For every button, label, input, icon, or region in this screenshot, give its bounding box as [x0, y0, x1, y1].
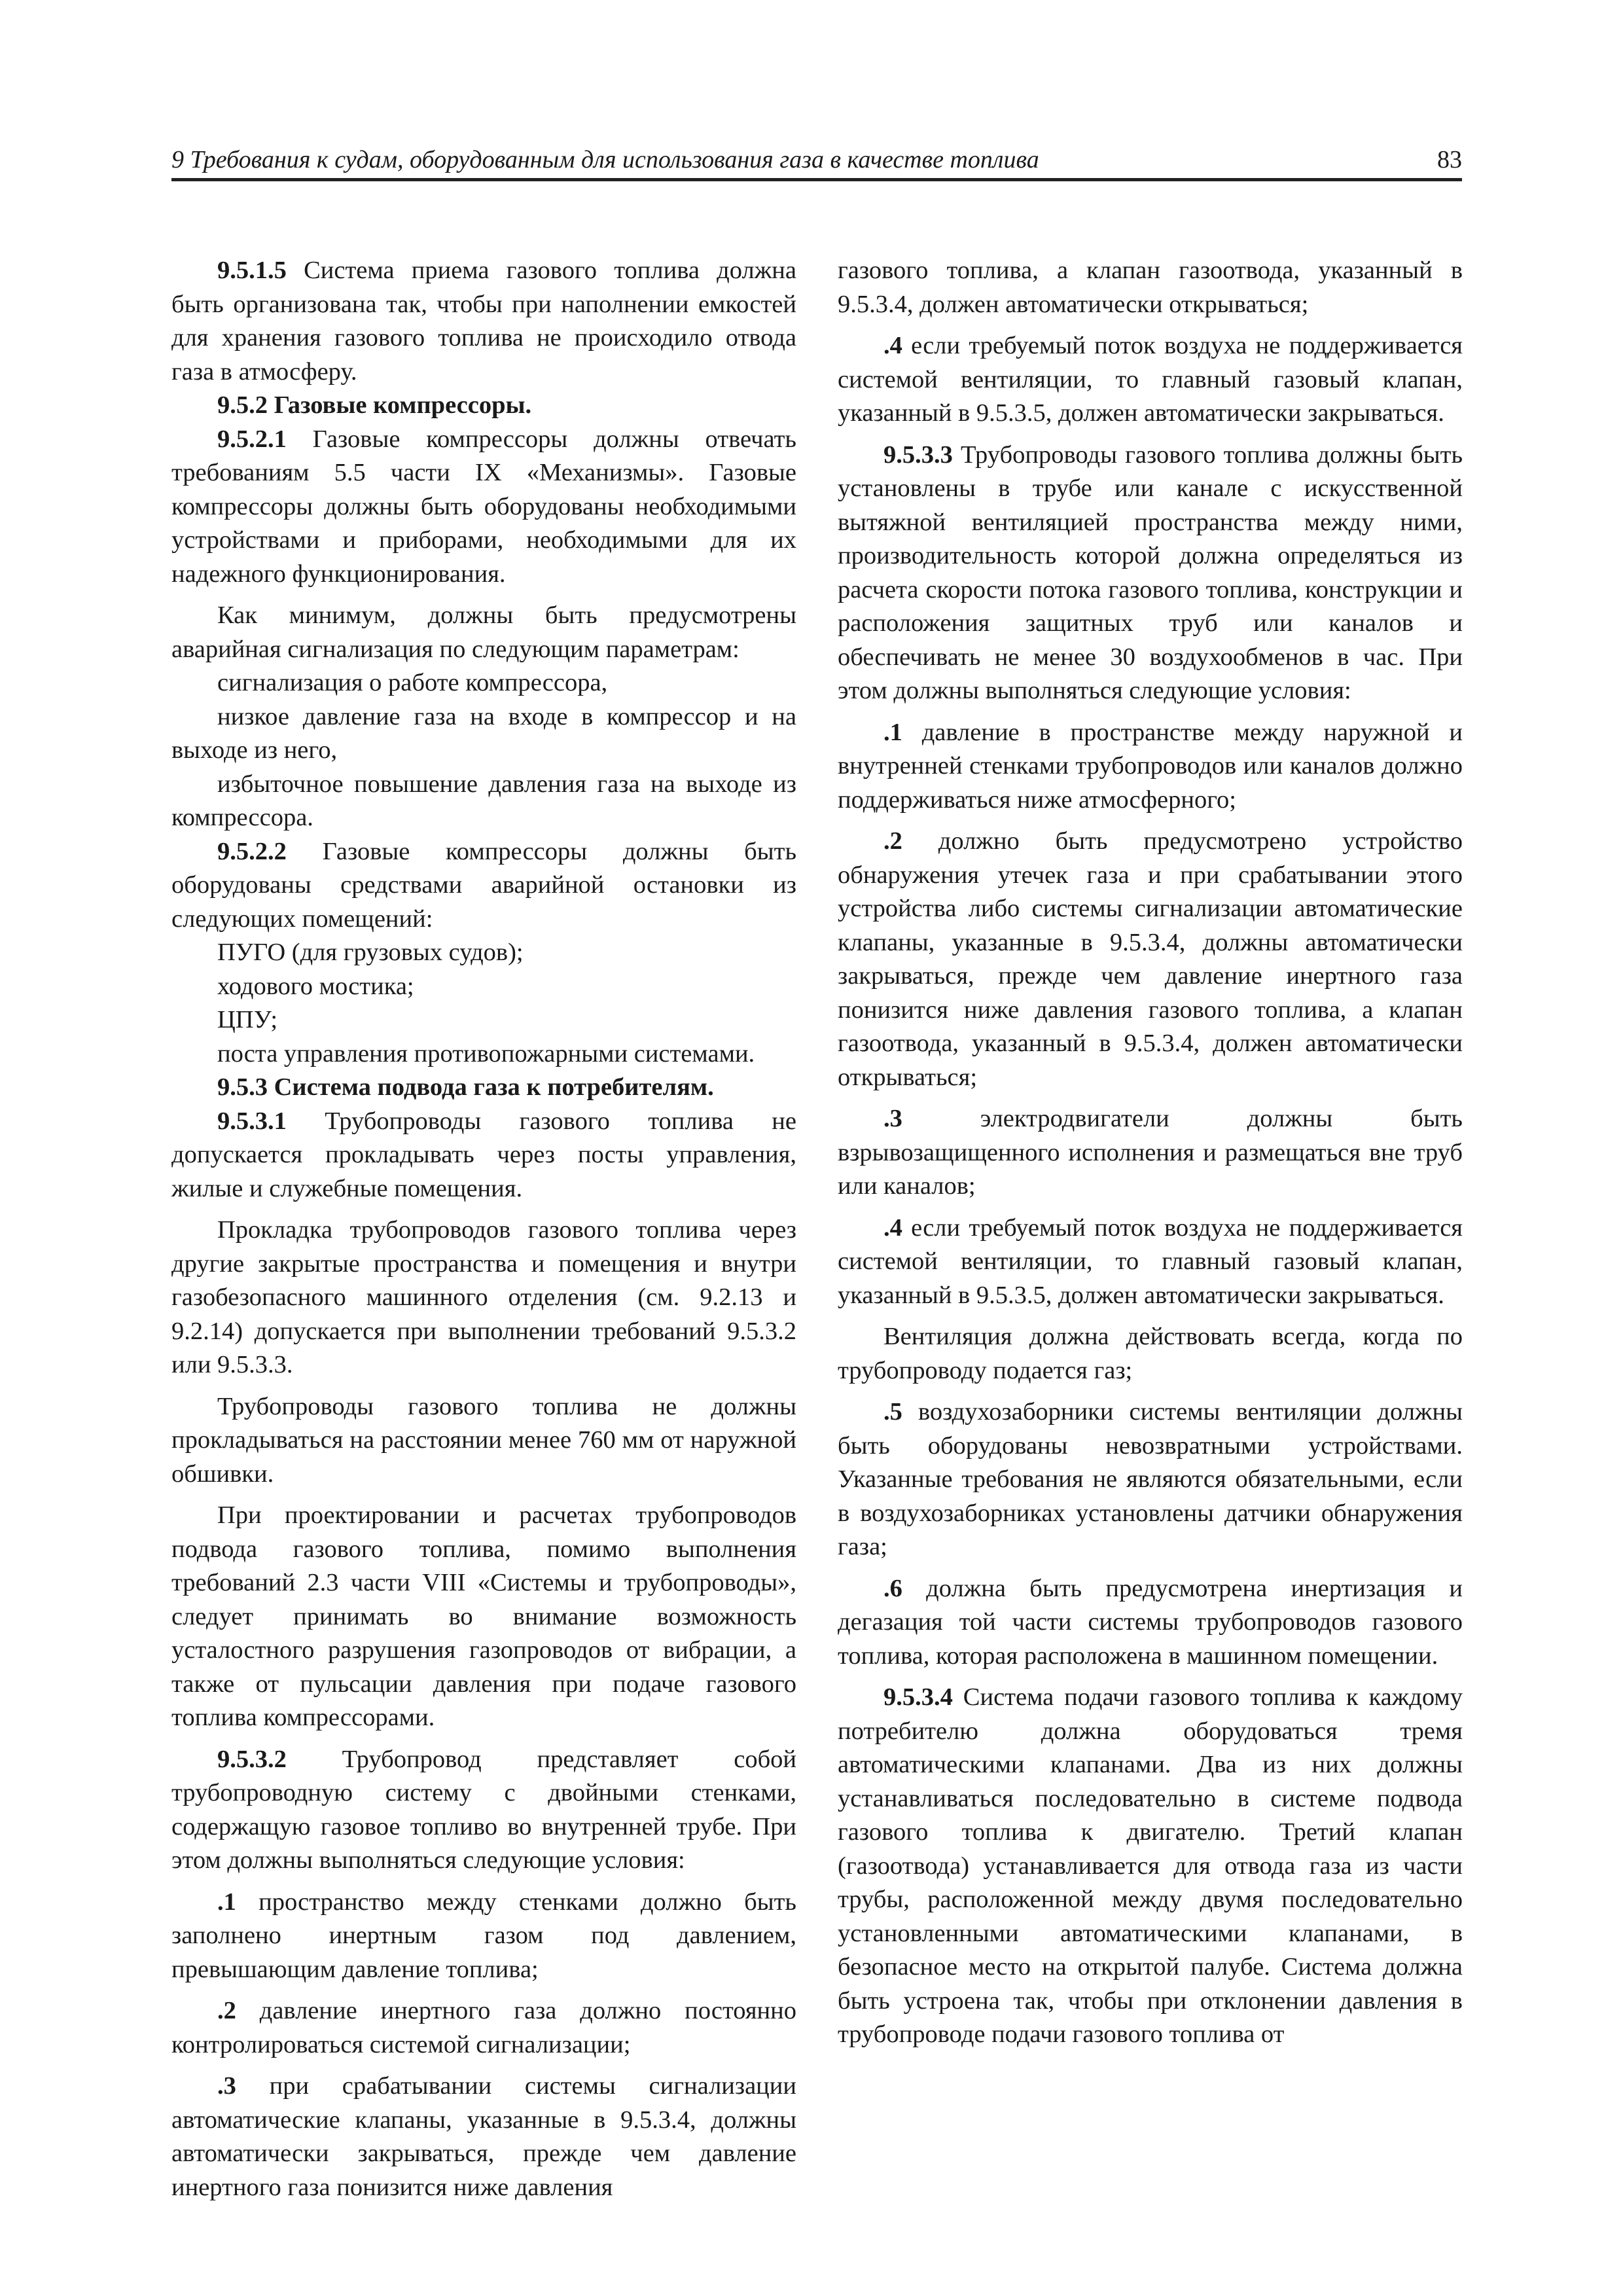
item-text: воздухозаборники системы вентиляции должны быть оборудованы невозвратными устройствами. Указанные требования не являются обязательными, если в воздухозаборниках установлены датчики обнаружения газа; — [838, 1398, 1463, 1560]
paragraph: Вентиляция должна действовать всегда, когда по трубопроводу подается газ; — [838, 1323, 1463, 1384]
paragraph: Прокладка трубопроводов газового топлива через другие закрытые пространства и помещения и внутри газобезопасного машинного отделения (см. 9.2.13 и 9.2.14) допускается при выполнении требований 9.5.3.2 или 9.5.3.3. — [171, 1216, 796, 1378]
list-line: ЦПУ; — [217, 1006, 278, 1033]
item-number: .5 — [883, 1398, 902, 1426]
clause-number: 9.5.2.2 — [217, 837, 287, 865]
item-text: давление инертного газа должно постоянно контролироваться системой сигнализации; — [171, 1997, 796, 2058]
clause-number: 9.5.2.1 — [217, 425, 287, 453]
paragraph — [171, 423, 796, 592]
list-line: ходового мостика; — [217, 972, 414, 1000]
item-text: должна быть предусмотрена инертизация и дегазация той части системы трубопроводов газового топлива, которая расположена в машинном помещении. — [838, 1574, 1463, 1670]
left-column — [171, 254, 796, 2204]
paragraph-text: Система подачи газового топлива к каждому потребителю должна оборудоваться тремя автоматическими клапанами. Два из них должны устанавливаться последовательно в системе подвода газового топлива к двигателю. Третий клапан (газоотвода) устанавливается для отвода газа из части трубы, расположенной между двумя последовательно установленными автоматическими клапанами, в безопасное место на открытой палубе. Система должна быть устроена так, чтобы при отклонении давления в трубопроводе подачи газового топлива от — [838, 1683, 1463, 2048]
section-heading: 9.5.3 Система подвода газа к потребителям. — [217, 1073, 714, 1101]
page-number: 83 — [1437, 146, 1462, 173]
item-number: .4 — [883, 1213, 902, 1242]
list-item — [838, 1395, 1463, 1564]
item-number: .1 — [217, 1888, 236, 1916]
item-text: электродвигатели должны быть взрывозащищенного исполнения и размещаться вне труб или каналов; — [838, 1105, 1463, 1200]
item-number: .6 — [883, 1574, 902, 1602]
right-column — [838, 254, 1463, 2052]
paragraph-continuation: газового топлива, а клапан газоотвода, указанный в 9.5.3.4, должен автоматически открываться; — [838, 257, 1463, 318]
paragraph — [838, 1681, 1463, 2052]
list-item — [171, 2070, 796, 2204]
item-number: .2 — [883, 827, 902, 855]
paragraph — [171, 835, 796, 937]
paragraph-text: Газовые компрессоры должны отвечать требованиям 5.5 части IX «Механизмы». Газовые компрессоры должны быть оборудованы необходимыми устройствами и приборами, необходимыми для их надежного функционирования. — [171, 425, 796, 588]
item-number: .3 — [217, 2072, 236, 2100]
item-text: пространство между стенками должно быть заполнено инертным газом под давлением, превышающим давление топлива; — [171, 1888, 796, 1983]
paragraph: Как минимум, должны быть предусмотрены аварийная сигнализация по следующим параметрам: — [171, 601, 796, 663]
item-number: .4 — [883, 332, 902, 359]
clause-number: 9.5.3.1 — [217, 1107, 287, 1135]
list-item — [171, 1994, 796, 2062]
running-header — [171, 145, 1462, 181]
paragraph-text: Газовые компрессоры должны быть оборудованы средствами аварийной остановки из следующих помещений: — [171, 837, 797, 933]
item-text: если требуемый поток воздуха не поддерживается системой вентиляции, то главный газовый клапан, указанный в 9.5.3.5, должен автоматически закрываться. — [838, 332, 1463, 427]
list-item — [838, 716, 1463, 817]
paragraph-text: Трубопровод представляет собой трубопроводную систему с двойными стенками, содержащую газовое топливо во внутренней трубе. При этом должны выполняться следующие условия: — [171, 1745, 797, 1874]
list-item — [838, 1572, 1463, 1674]
paragraph-text: Трубопроводы газового топлива должны быть установлены в трубе или канале с искусственной вытяжной вентиляцией пространства между ними, производительность которой должна определяться из расчета скорости потока газового топлива, конструкции и расположения защитных труб или каналов и обеспечивать не менее 30 воздухообменов в час. При этом должны выполняться следующие условия: — [838, 440, 1463, 704]
item-number: .3 — [883, 1105, 902, 1132]
clause-number: 9.5.3.4 — [883, 1683, 953, 1711]
list-item — [838, 1211, 1463, 1313]
list-line: поста управления противопожарными системами. — [217, 1039, 755, 1067]
running-header-title: 9 Требования к судам, оборудованным для использования газа в качестве топлива — [171, 146, 1039, 173]
paragraph-text: Трубопроводы газового топлива не допускается прокладывать через посты управления, жилые и служебные помещения. — [171, 1107, 797, 1202]
list-line: избыточное повышение давления газа на выходе из компрессора. — [171, 770, 796, 831]
item-number: .2 — [217, 1997, 236, 2024]
paragraph: Трубопроводы газового топлива не должны прокладываться на расстоянии менее 760 мм от наружной обшивки. — [171, 1392, 796, 1488]
item-number: .1 — [883, 718, 902, 746]
item-text: должно быть предусмотрено устройство обнаружения утечек газа и при срабатывании этого устройства либо системы сигнализации автоматические клапаны, указанные в 9.5.3.4, должны автоматически закрываться, прежде чем давление инертного газа понизится ниже давления газового топлива, а клапан газоотвода, указанный в 9.5.3.4, должен автоматически открываться; — [838, 827, 1463, 1091]
list-line: ПУГО (для грузовых судов); — [217, 939, 524, 966]
paragraph-text: Система приема газового топлива должна быть организована так, чтобы при наполнении емкостей для хранения газового топлива не происходило отвода газа в атмосферу. — [171, 257, 796, 386]
list-line: низкое давление газа на входе в компрессор и на выходе из него, — [171, 702, 796, 764]
item-text: если требуемый поток воздуха не поддерживается системой вентиляции, то главный газовый клапан, указанный в 9.5.3.5, должен автоматически закрываться. — [838, 1213, 1463, 1309]
paragraph — [171, 1743, 796, 1878]
paragraph — [171, 1105, 796, 1206]
paragraph — [171, 254, 796, 389]
list-item — [838, 825, 1463, 1094]
list-line: сигнализация о работе компрессора, — [217, 669, 608, 696]
section-heading: 9.5.2 Газовые компрессоры. — [217, 391, 532, 419]
list-item — [838, 1102, 1463, 1204]
item-text: давление в пространстве между наружной и внутренней стенками трубопроводов или каналов должно поддерживаться ниже атмосферного; — [838, 718, 1463, 814]
item-text: при срабатывании системы сигнализации автоматические клапаны, указанные в 9.5.3.4, должны автоматически закрываться, прежде чем давление инертного газа понизится ниже давления — [171, 2072, 796, 2201]
clause-number: 9.5.3.2 — [217, 1745, 287, 1773]
clause-number: 9.5.1.5 — [217, 257, 287, 284]
list-item — [838, 329, 1463, 431]
clause-number: 9.5.3.3 — [883, 440, 953, 469]
paragraph: При проектировании и расчетах трубопроводов подвода газового топлива, помимо выполнения требований 2.3 части VIII «Системы и трубопроводы», следует принимать во внимание возможность усталостного разрушения газопроводов от вибрации, а также от пульсации давления при подаче газового топлива компрессорами. — [171, 1501, 796, 1731]
paragraph — [838, 439, 1463, 708]
list-item — [171, 1886, 796, 1987]
